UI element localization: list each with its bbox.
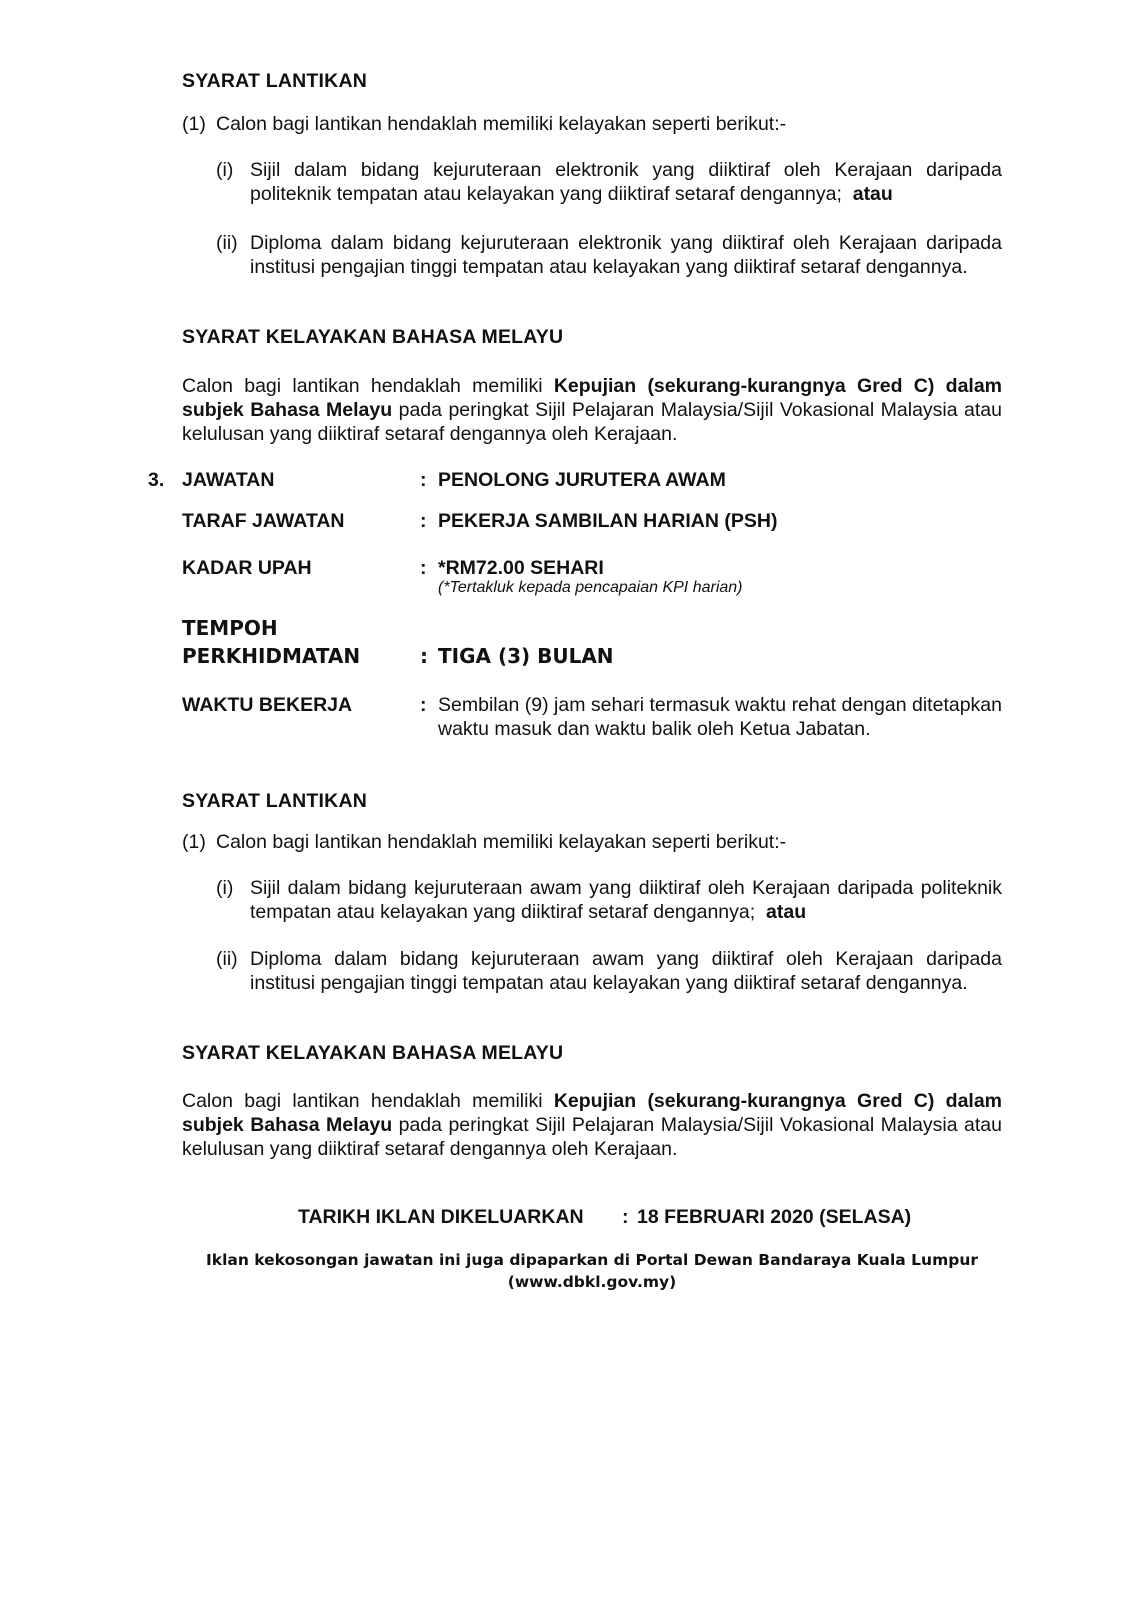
waktu-bekerja-colon: :: [420, 694, 427, 716]
condition-number-2: (1): [182, 831, 206, 853]
kadar-upah-value: *RM72.00 SEHARI: [438, 557, 604, 579]
kadar-upah-colon: :: [420, 557, 427, 579]
item-i-number: (i): [216, 159, 234, 181]
bm-text-2: pada peringkat Sijil Pelajaran Malaysia/Sijil Vokasional Malaysia atau kelulusan yang diiktiraf setaraf dengannya oleh Kerajaan.: [182, 399, 1002, 445]
bm-text-1: Calon bagi lantikan hendaklah memiliki: [182, 375, 543, 397]
bm-text-bold-2: Kepujian (sekurang-kurangnya Gred C) dalam subjek Bahasa Melayu: [182, 1090, 1003, 1136]
tempoh-label-line1: TEMPOH: [182, 616, 278, 640]
item-i-number-2: (i): [216, 877, 234, 899]
waktu-bekerja-label: WAKTU BEKERJA: [182, 694, 353, 716]
tempoh-colon: :: [420, 644, 428, 668]
syarat-lantikan-heading: SYARAT LANTIKAN: [182, 70, 368, 92]
taraf-jawatan-label: TARAF JAWATAN: [182, 510, 345, 532]
item-i-text: [250, 158, 1002, 206]
item-i-text-2: [250, 876, 1002, 924]
bm-heading-2: SYARAT KELAYAKAN BAHASA MELAYU: [182, 1042, 564, 1064]
bm-paragraph: [182, 374, 1002, 446]
item-ii-text-2: Diploma dalam bidang kejuruteraan awam yang diiktiraf oleh Kerajaan daripada institusi pengajian tinggi tempatan atau kelayakan yang diiktiraf setaraf dengannya.: [250, 948, 1002, 994]
jawatan-label: JAWATAN: [182, 469, 275, 491]
kadar-upah-note: (*Tertakluk kepada pencapaian KPI harian): [438, 579, 743, 596]
item-i-body-2: Sijil dalam bidang kejuruteraan awam yang diiktiraf oleh Kerajaan daripada politeknik tempatan atau kelayakan yang diiktiraf setaraf dengannya;: [250, 877, 1002, 923]
portal-note-line1: Iklan kekosongan jawatan ini juga dipaparkan di Portal Dewan Bandaraya Kuala Lumpur: [206, 1251, 978, 1269]
item-i-body: Sijil dalam bidang kejuruteraan elektronik yang diiktiraf oleh Kerajaan daripada politeknik tempatan atau kelayakan yang diiktiraf setaraf dengannya;: [250, 159, 1002, 205]
condition-number: (1): [182, 113, 206, 135]
date-label: TARIKH IKLAN DIKELUARKAN: [298, 1206, 584, 1228]
taraf-jawatan-value: PEKERJA SAMBILAN HARIAN (PSH): [438, 510, 778, 532]
portal-note: [182, 1249, 1002, 1293]
taraf-jawatan-colon: :: [420, 510, 427, 532]
bm-heading: SYARAT KELAYAKAN BAHASA MELAYU: [182, 326, 564, 348]
syarat-lantikan-heading-2: SYARAT LANTIKAN: [182, 790, 368, 812]
bm-text-bold: Kepujian (sekurang-kurangnya Gred C) dalam subjek Bahasa Melayu: [182, 375, 1003, 421]
item-i-atau-2: atau: [766, 901, 807, 923]
jawatan-colon: :: [420, 469, 427, 491]
portal-note-url: (www.dbkl.gov.my): [507, 1273, 677, 1291]
condition-intro: Calon bagi lantikan hendaklah memiliki kelayakan seperti berikut:-: [216, 113, 787, 135]
item-ii-text: Diploma dalam bidang kejuruteraan elektronik yang diiktiraf oleh Kerajaan daripada institusi pengajian tinggi tempatan atau kelayakan yang diiktiraf setaraf dengannya.: [250, 232, 1002, 278]
item-ii-number-2: (ii): [216, 948, 238, 970]
kadar-upah-label: KADAR UPAH: [182, 557, 312, 579]
condition-intro-2: Calon bagi lantikan hendaklah memiliki kelayakan seperti berikut:-: [216, 831, 787, 853]
tempoh-label-line2: PERKHIDMATAN: [182, 644, 361, 668]
bm-paragraph-2: [182, 1089, 1002, 1161]
date-colon: :: [622, 1206, 629, 1228]
date-value: 18 FEBRUARI 2020 (SELASA): [637, 1206, 912, 1228]
bm-text-2-2: pada peringkat Sijil Pelajaran Malaysia/Sijil Vokasional Malaysia atau kelulusan yang diiktiraf setaraf dengannya oleh Kerajaan.: [182, 1114, 1002, 1160]
bm-text-1-2: Calon bagi lantikan hendaklah memiliki: [182, 1090, 543, 1112]
jawatan-value: PENOLONG JURUTERA AWAM: [438, 469, 726, 491]
item-ii-number: (ii): [216, 232, 238, 254]
item-i-atau: atau: [852, 183, 893, 205]
tempoh-value: TIGA (3) BULAN: [438, 644, 614, 668]
section-number: 3.: [148, 469, 165, 491]
waktu-bekerja-value: Sembilan (9) jam sehari termasuk waktu rehat dengan ditetapkan waktu masuk dan waktu balik oleh Ketua Jabatan.: [438, 694, 1002, 740]
